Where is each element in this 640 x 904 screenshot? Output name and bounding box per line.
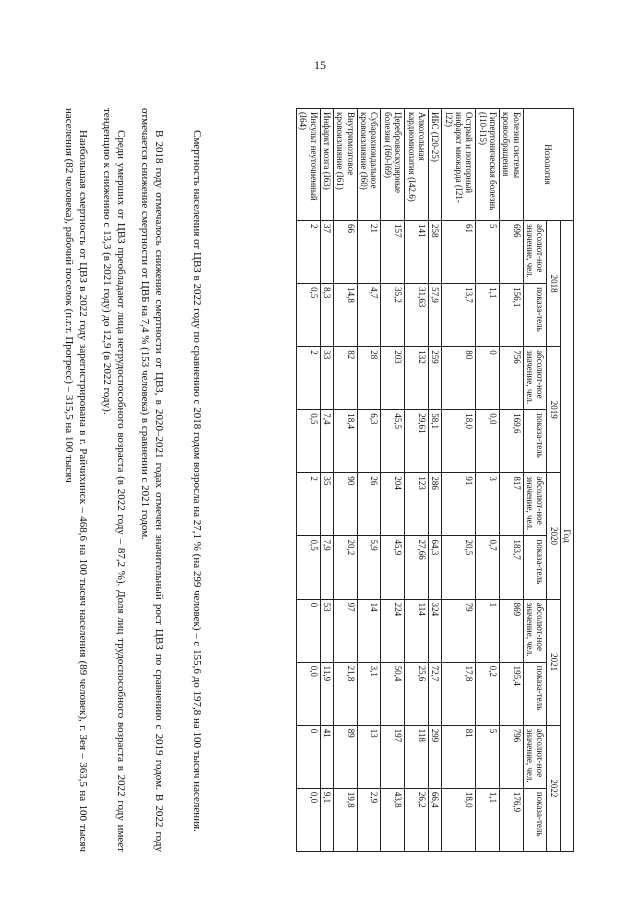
rate-value-cell: 25,6 <box>405 662 429 725</box>
year-header: Год <box>560 221 573 852</box>
rate-header: показа-тель <box>523 536 547 599</box>
rate-value-cell: 8,3 <box>320 284 333 347</box>
abs-value-cell: 2 <box>297 221 321 284</box>
table-row <box>428 109 441 852</box>
rate-value-cell: 19,8 <box>334 788 358 851</box>
abs-value-cell: 2 <box>297 473 321 536</box>
rate-value-cell: 176,9 <box>499 788 523 851</box>
rate-value-cell: 57,9 <box>428 284 441 347</box>
rate-value-cell: 72,7 <box>428 662 441 725</box>
abs-value-cell: 259 <box>428 347 441 410</box>
abs-header: абсолют-ное значение, чел. <box>523 725 547 788</box>
abs-value-cell: 0 <box>297 725 321 788</box>
abs-value-cell: 61 <box>442 221 476 284</box>
rate-value-cell: 7,4 <box>320 410 333 473</box>
rate-value-cell: 0,2 <box>476 662 500 725</box>
abs-value-cell: 224 <box>381 599 405 662</box>
abs-header: абсолют-ное значение, чел. <box>523 347 547 410</box>
rate-value-cell: 0,5 <box>297 410 321 473</box>
rate-value-cell: 26,2 <box>405 788 429 851</box>
abs-value-cell: 89 <box>334 725 358 788</box>
abs-value-cell: 82 <box>334 347 358 410</box>
rate-value-cell: 5,9 <box>357 536 381 599</box>
header-row-years <box>547 109 560 852</box>
abs-value-cell: 3 <box>476 473 500 536</box>
rate-value-cell: 14,8 <box>334 284 358 347</box>
rate-value-cell: 1,1 <box>476 284 500 347</box>
nozology-cell: Гипертоническая болезнь (I10-I15) <box>476 109 500 221</box>
rate-value-cell: 6,3 <box>357 410 381 473</box>
table-row <box>499 109 523 852</box>
abs-value-cell: 21 <box>357 221 381 284</box>
paragraph-2: В 2018 году отмечалось снижение смертности от ЦВЗ, в 2020–2021 годах отмечен значительный рост ЦВЗ по сравнению с 2019 годом. В 2022 году отмечается снижение смертности от ЦВБ на 7,4 % (153 человека) в сравнении с 2021 годом. <box>138 108 165 852</box>
rate-value-cell: 156,1 <box>499 284 523 347</box>
rate-value-cell: 21,8 <box>334 662 358 725</box>
abs-value-cell: 97 <box>334 599 358 662</box>
abs-value-cell: 203 <box>381 347 405 410</box>
abs-value-cell: 141 <box>405 221 429 284</box>
abs-value-cell: 258 <box>428 221 441 284</box>
abs-value-cell: 66 <box>334 221 358 284</box>
abs-value-cell: 35 <box>320 473 333 536</box>
rate-value-cell: 0,0 <box>476 410 500 473</box>
rate-value-cell: 18,0 <box>442 788 476 851</box>
abs-value-cell: 5 <box>476 221 500 284</box>
header-row-year <box>560 109 573 852</box>
abs-header: абсолют-ное значение, чел. <box>523 473 547 536</box>
abs-value-cell: 81 <box>442 725 476 788</box>
abs-header: абсолют-ное значение, чел. <box>523 221 547 284</box>
rate-value-cell: 18,4 <box>334 410 358 473</box>
abs-value-cell: 26 <box>357 473 381 536</box>
abs-value-cell: 118 <box>405 725 429 788</box>
nozology-cell: Алкогольная кардиомиопатия (I42.6) <box>405 109 429 221</box>
rate-value-cell: 20,2 <box>334 536 358 599</box>
rate-value-cell: 4,7 <box>357 284 381 347</box>
rate-value-cell: 20,5 <box>442 536 476 599</box>
rate-value-cell: 9,1 <box>320 788 333 851</box>
table-body <box>297 109 524 852</box>
year-2018: 2018 <box>547 221 560 347</box>
abs-value-cell: 869 <box>499 599 523 662</box>
mortality-table <box>296 108 574 852</box>
abs-value-cell: 114 <box>405 599 429 662</box>
abs-value-cell: 53 <box>320 599 333 662</box>
rate-value-cell: 183,7 <box>499 536 523 599</box>
rate-value-cell: 45,5 <box>381 410 405 473</box>
nozology-cell: Внутримозговое кровоизлияние (I61) <box>334 109 358 221</box>
abs-value-cell: 1 <box>476 599 500 662</box>
abs-value-cell: 286 <box>428 473 441 536</box>
abs-value-cell: 2 <box>297 347 321 410</box>
paragraph-1: Смертность населения от ЦВЗ в 2022 году по сравнению с 2018 годом возросла на 27,1 % (на 299 человек) – с 155,6 до 197,8 на 100 тысяч населения. <box>191 130 203 832</box>
page-number: 15 <box>314 58 326 72</box>
abs-value-cell: 79 <box>442 599 476 662</box>
table-row <box>405 109 429 852</box>
abs-value-cell: 80 <box>442 347 476 410</box>
abs-value-cell: 13 <box>357 725 381 788</box>
table-row <box>357 109 381 852</box>
abs-value-cell: 33 <box>320 347 333 410</box>
abs-value-cell: 91 <box>442 473 476 536</box>
abs-value-cell: 299 <box>428 725 441 788</box>
abs-value-cell: 5 <box>476 725 500 788</box>
table-row <box>381 109 405 852</box>
rate-header: показа-тель <box>523 410 547 473</box>
rate-value-cell: 66,4 <box>428 788 441 851</box>
abs-value-cell: 37 <box>320 221 333 284</box>
rate-value-cell: 31,63 <box>405 284 429 347</box>
rate-value-cell: 0,0 <box>297 788 321 851</box>
nozology-cell: Инсульт неуточненный (I64) <box>297 109 321 221</box>
rate-value-cell: 27,66 <box>405 536 429 599</box>
nozology-cell: Субарахноидальное кровоизлияние (I60) <box>357 109 381 221</box>
rate-value-cell: 43,8 <box>381 788 405 851</box>
abs-value-cell: 696 <box>499 221 523 284</box>
abs-value-cell: 0 <box>297 599 321 662</box>
abs-value-cell: 14 <box>357 599 381 662</box>
landscape-frame <box>62 100 582 860</box>
abs-value-cell: 41 <box>320 725 333 788</box>
rate-value-cell: 3,1 <box>357 662 381 725</box>
table-row <box>334 109 358 852</box>
rate-value-cell: 7,9 <box>320 536 333 599</box>
rate-value-cell: 1,1 <box>476 788 500 851</box>
paragraph-4: Наибольшая смертность от ЦВЗ в 2022 году зарегистрирована в г. Райчихинск – 468,6 на 100 тысяч населения (89 человек), г. Зея – 363,5 на 100 тысяч населения (82 человека), рабочий поселок (п.г.т. Прогресс) – 315,5 на 100 тысяч <box>62 108 89 852</box>
abs-value-cell: 123 <box>405 473 429 536</box>
rate-value-cell: 2,9 <box>357 788 381 851</box>
rate-value-cell: 64,3 <box>428 536 441 599</box>
rate-value-cell: 0,7 <box>476 536 500 599</box>
rate-value-cell: 29,61 <box>405 410 429 473</box>
year-2020: 2020 <box>547 473 560 599</box>
table-row <box>442 109 476 852</box>
rate-value-cell: 195,4 <box>499 662 523 725</box>
abs-value-cell: 132 <box>405 347 429 410</box>
rate-value-cell: 45,9 <box>381 536 405 599</box>
abs-value-cell: 0 <box>476 347 500 410</box>
nozology-cell: Болезни системы кровообращения <box>499 109 523 221</box>
year-2021: 2021 <box>547 599 560 725</box>
table-row <box>297 109 321 852</box>
table-row <box>320 109 333 852</box>
nozology-header: Нозология <box>523 109 573 221</box>
rate-value-cell: 35,2 <box>381 284 405 347</box>
abs-value-cell: 197 <box>381 725 405 788</box>
abs-value-cell: 157 <box>381 221 405 284</box>
abs-value-cell: 90 <box>334 473 358 536</box>
year-2019: 2019 <box>547 347 560 473</box>
rate-value-cell: 50,4 <box>381 662 405 725</box>
abs-value-cell: 324 <box>428 599 441 662</box>
rate-value-cell: 13,7 <box>442 284 476 347</box>
rate-header: показа-тель <box>523 284 547 347</box>
rate-value-cell: 0,5 <box>297 284 321 347</box>
rate-value-cell: 169,6 <box>499 410 523 473</box>
rotated-page-content <box>62 100 582 860</box>
paragraph-3: Среди умерших от ЦВЗ преобладают лица нетрудоспособного возраста (в 2022 году – 87,2 %). Доля лиц трудоспособного возраста в 2022 году имеет тенденцию к снижению с 13,3 (в 2021 году) до 12,9 (в 2022 году). <box>100 108 127 852</box>
rate-value-cell: 17,8 <box>442 662 476 725</box>
rate-value-cell: 0,0 <box>297 662 321 725</box>
abs-header: абсолют-ное значение, чел. <box>523 599 547 662</box>
abs-value-cell: 204 <box>381 473 405 536</box>
nozology-cell: Инфаркт мозга (I63) <box>320 109 333 221</box>
abs-value-cell: 796 <box>499 725 523 788</box>
rate-header: показа-тель <box>523 788 547 851</box>
year-2022: 2022 <box>547 725 560 851</box>
rate-value-cell: 11,9 <box>320 662 333 725</box>
rate-header: показа-тель <box>523 662 547 725</box>
nozology-cell: Цереброваскулярные болезни (I60-I69) <box>381 109 405 221</box>
nozology-cell: Острый и повторный инфаркт миокарда (I21-I22) <box>442 109 476 221</box>
header-row-measures <box>523 109 547 852</box>
abs-value-cell: 28 <box>357 347 381 410</box>
table-row <box>476 109 500 852</box>
rate-value-cell: 0,5 <box>297 536 321 599</box>
rate-value-cell: 18,0 <box>442 410 476 473</box>
nozology-cell: ИБС (I20-25) <box>428 109 441 221</box>
abs-value-cell: 756 <box>499 347 523 410</box>
rate-value-cell: 58,1 <box>428 410 441 473</box>
abs-value-cell: 817 <box>499 473 523 536</box>
